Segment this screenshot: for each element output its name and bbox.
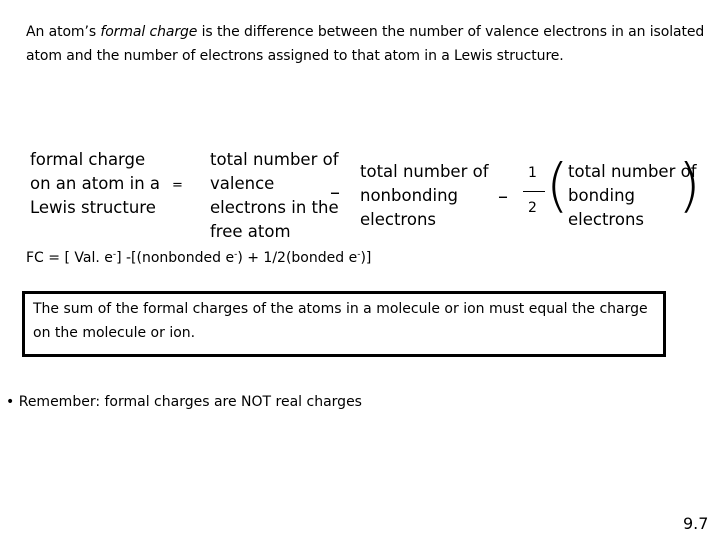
fraction-numerator: 1 (528, 165, 537, 181)
minus-sign-2: – (498, 184, 508, 208)
fc-formula-superscript: - (112, 249, 117, 260)
fraction-bar (523, 191, 545, 192)
close-parenthesis: ) (678, 151, 701, 219)
reminder-bullet (6, 394, 362, 410)
valence-line: free atom (210, 222, 291, 241)
fc-formula-part: )] (360, 250, 372, 266)
intro-text-before: An atom’s (26, 24, 101, 40)
reminder-text: Remember: formal charges are NOT real charges (18, 394, 362, 410)
fc-formula-part: FC = [ Val. e (26, 250, 113, 266)
lhs-line: on an atom in a (30, 174, 161, 193)
slide-number: 9.7 (683, 514, 709, 533)
open-parenthesis: ( (546, 151, 569, 219)
nonbonding-line: nonbonding (360, 186, 459, 205)
bonding-line: total number of (568, 162, 697, 181)
fc-formula-superscript: - (234, 249, 238, 260)
bullet-icon: • (6, 394, 15, 410)
nonbonding-line: total number of (360, 162, 489, 181)
lhs-term (30, 148, 160, 220)
valence-line: valence (210, 174, 275, 193)
nonbonding-term (360, 160, 489, 232)
minus-sign-1: – (330, 180, 340, 204)
equals-sign: = (172, 178, 183, 193)
fc-formula-part: ) + 1/2(bonded e (237, 250, 358, 266)
fraction-denominator: 2 (528, 200, 537, 216)
lhs-line: formal charge (30, 150, 146, 169)
bonding-line: bonding (568, 186, 636, 205)
valence-line: total number of (210, 150, 339, 169)
callout-text: The sum of the formal charges of the atoms in a molecule or ion must equal the charge on the molecule or ion. (33, 301, 648, 341)
valence-line: electrons in the (210, 198, 339, 217)
intro-text-after: is the difference between the number of valence electrons in an isolated atom and the number of electrons assigned to that atom in a Lewis structure. (26, 24, 705, 64)
lhs-line: Lewis structure (30, 198, 156, 217)
intro-paragraph (26, 20, 706, 68)
nonbonding-line: electrons (360, 210, 436, 229)
fc-formula-superscript: - (357, 249, 361, 260)
formal-charge-term: formal charge (100, 24, 198, 40)
fc-formula-part: ] -[(nonbonded e (116, 250, 235, 266)
fc-formula (26, 250, 371, 266)
bonding-line: electrons (568, 210, 644, 229)
valence-term (210, 148, 339, 244)
